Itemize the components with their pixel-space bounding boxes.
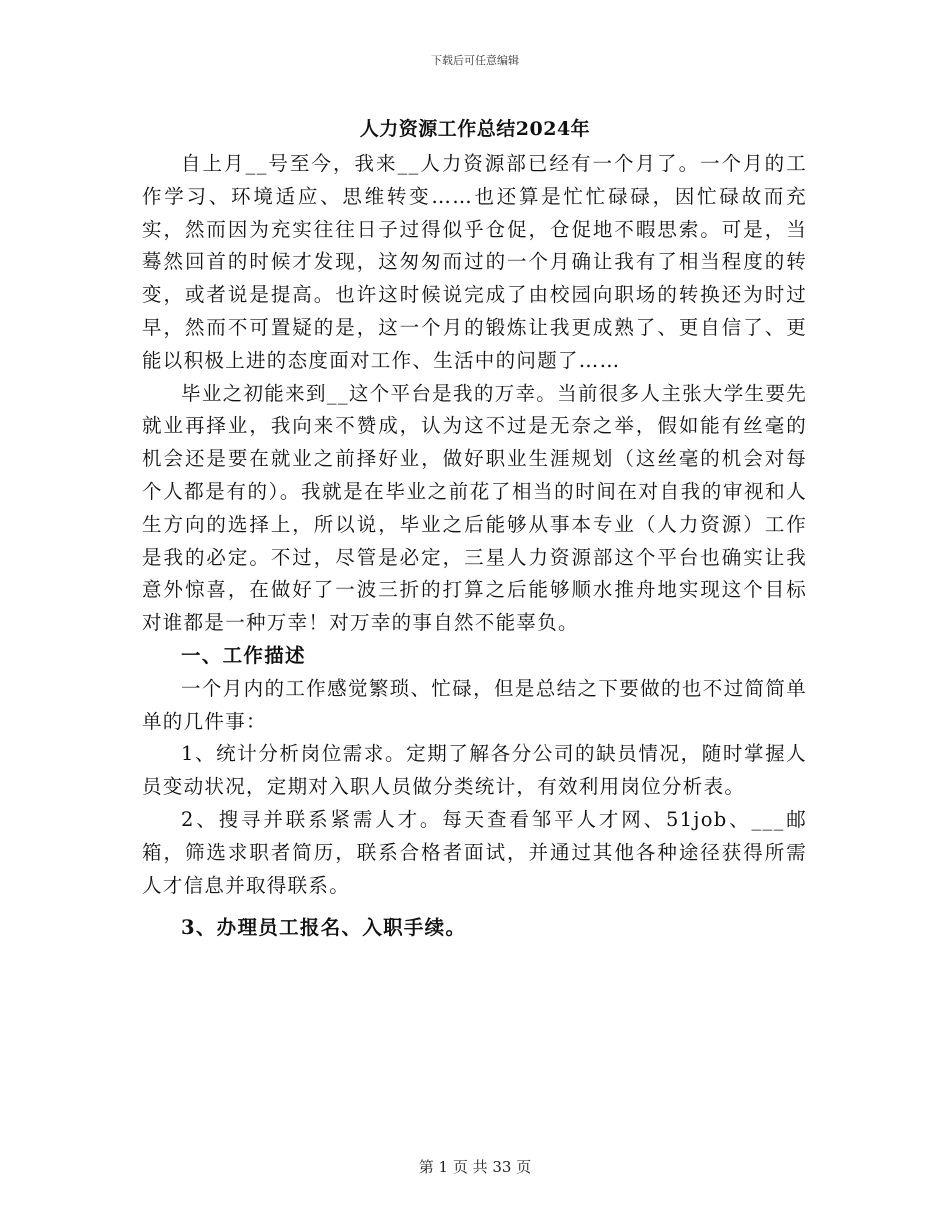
section-heading-work-description: 一、工作描述 bbox=[181, 643, 306, 667]
document-body bbox=[142, 148, 807, 945]
document-title: 人力资源工作总结2024年 bbox=[359, 118, 591, 140]
list-item-2: 2、搜寻并联系紧需人才。每天查看邹平人才网、51job、___邮箱，筛选求职者简历，联系合格者面试，并通过其他各种途径获得所需人才信息并取得联系。 bbox=[142, 807, 807, 897]
paragraph-graduation: 毕业之初能来到__这个平台是我的万幸。当前很多人主张大学生要先就业再择业，我向来不赞成，认为这不过是无奈之举，假如能有丝毫的机会还是要在就业之前择好业，做好职业生涯规划（这丝毫的机会对每个人都是有的）。我就是在毕业之前花了相当的时间在对自我的审视和人生方向的选择上，所以说，毕业之后能够从事本专业（人力资源）工作是我的必定。不过，尽管是必定，三星人力资源部这个平台也确实让我意外惊喜，在做好了一波三折的打算之后能够顺水推舟地实现这个目标对谁都是一种万幸！对万幸的事自然不能辜负。 bbox=[142, 381, 807, 635]
list-item-3-heading: 3、办理员工报名、入职手续。 bbox=[181, 916, 467, 940]
paragraph-intro: 自上月__号至今，我来__人力资源部已经有一个月了。一个月的工作学习、环境适应、思维转变……也还算是忙忙碌碌，因忙碌故而充实，然而因为充实往往日子过得似乎仓促，仓促地不暇思索。可是，当蓦然回首的时候才发现，这匆匆而过的一个月确让我有了相当程度的转变，或者说是提高。也许这时候说完成了由校园向职场的转换还为时过早，然而不可置疑的是，这一个月的锻炼让我更成熟了、更自信了、更能以积极上进的态度面对工作、生活中的问题了…… bbox=[142, 152, 807, 372]
page-footer-indicator: 第 1 页 共 33 页 bbox=[418, 1158, 532, 1176]
list-item-1: 1、统计分析岗位需求。定期了解各分公司的缺员情况，随时掌握人员变动状况，定期对入职人员做分类统计，有效利用岗位分析表。 bbox=[142, 742, 807, 799]
paragraph-section-intro: 一个月内的工作感觉繁琐、忙碌，但是总结之下要做的也不过简简单单的几件事： bbox=[142, 676, 807, 733]
page-header-note: 下载后可任意编辑 bbox=[431, 54, 519, 67]
